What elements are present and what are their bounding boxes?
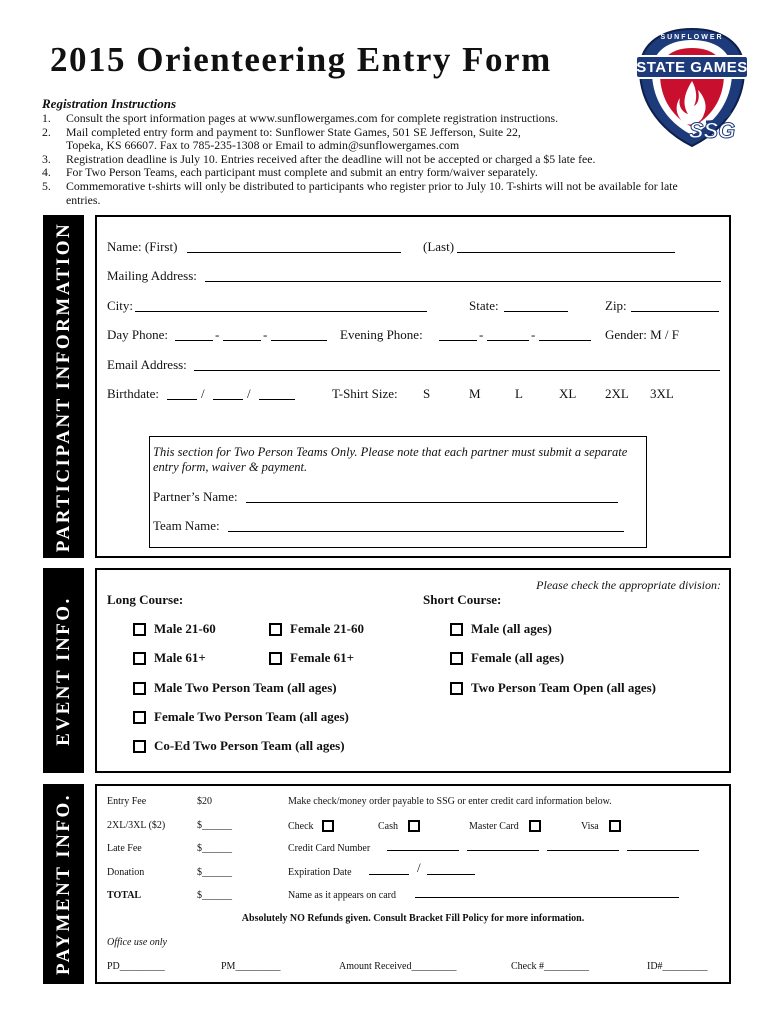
city-label: City:	[107, 298, 134, 313]
instructions-heading: Registration Instructions	[42, 96, 177, 111]
tshirt-size-label: T-Shirt Size:	[332, 386, 398, 401]
day-phone-label: Day Phone:	[107, 327, 169, 342]
donation-amount[interactable]: $______	[197, 867, 232, 878]
option-coed-two-person[interactable]: Co-Ed Two Person Team (all ages)	[133, 738, 345, 754]
option-short-male[interactable]: Male (all ages)	[450, 621, 552, 637]
checkbox-icon[interactable]	[322, 820, 334, 832]
checkbox-icon[interactable]	[133, 623, 146, 636]
late-fee-amount[interactable]: $______	[197, 843, 232, 854]
logo-middle-text: STATE GAMES	[636, 59, 748, 76]
day-phone-area-field[interactable]	[175, 340, 213, 341]
event-sidebar	[43, 568, 84, 773]
method-master-card[interactable]: Master Card	[469, 820, 541, 832]
partner-name-label: Partner’s Name:	[153, 489, 238, 504]
office-use-label: Office use only	[107, 937, 167, 948]
tshirt-size-xl[interactable]: XL	[559, 386, 577, 401]
option-male-21-60[interactable]: Male 21-60	[133, 621, 216, 637]
two-person-team-box	[149, 436, 647, 548]
late-fee-label: Late Fee	[107, 843, 142, 854]
shirt-upcharge-label: 2XL/3XL ($2)	[107, 820, 166, 831]
cc-number-field-4[interactable]	[627, 850, 699, 851]
last-name-label: (Last)	[423, 239, 455, 254]
short-course-label: Short Course:	[423, 592, 502, 607]
email-label: Email Address:	[107, 357, 187, 372]
team-name-field[interactable]	[228, 531, 624, 532]
option-short-female[interactable]: Female (all ages)	[450, 650, 564, 666]
entry-fee-amount: $20	[197, 796, 212, 807]
refund-policy: Absolutely NO Refunds given. Consult Bracket Fill Policy for more information.	[241, 913, 585, 924]
total-amount[interactable]: $______	[197, 890, 232, 901]
instruction-item: 5. Commemorative t-shirts will only be distributed to participants who register prior to July 10. T-shirts will not be available for late	[42, 178, 678, 193]
expiration-year-field[interactable]	[427, 874, 475, 875]
evening-phone-area-field[interactable]	[439, 340, 477, 341]
option-female-21-60[interactable]: Female 21-60	[269, 621, 364, 637]
method-cash[interactable]: Cash	[378, 820, 420, 832]
checkbox-icon[interactable]	[269, 652, 282, 665]
tshirt-size-l[interactable]: L	[515, 386, 523, 401]
mailing-address-field[interactable]	[205, 281, 721, 282]
evening-phone-prefix-field[interactable]	[487, 340, 529, 341]
instruction-item: 4. For Two Person Teams, each participant must complete and submit an entry form/waiver separately.	[42, 165, 538, 180]
office-pm-field: PM_________	[221, 961, 281, 972]
participant-sidebar-label: PARTICIPANT INFORMATION	[52, 221, 74, 552]
instruction-item: 3. Registration deadline is July 10. Entries received after the deadline will not be accepted or charged a $5 late fee.	[42, 151, 596, 166]
checkbox-icon[interactable]	[450, 682, 463, 695]
total-label: TOTAL	[107, 890, 142, 901]
checkbox-icon[interactable]	[133, 652, 146, 665]
day-phone-prefix-field[interactable]	[223, 340, 261, 341]
office-check-field: Check #_________	[511, 961, 590, 972]
last-name-field[interactable]	[457, 252, 675, 253]
birth-day-field[interactable]	[213, 399, 243, 400]
expiration-month-field[interactable]	[369, 874, 409, 875]
expiration-label: Expiration Date	[288, 867, 352, 878]
instruction-item: 1. Consult the sport information pages at www.sunflowergames.com for complete registration instructions.	[42, 111, 559, 125]
birth-month-field[interactable]	[167, 399, 197, 400]
state-label: State:	[469, 298, 499, 313]
participant-sidebar	[43, 215, 84, 558]
cc-number-field-2[interactable]	[467, 850, 539, 851]
option-two-person-open[interactable]: Two Person Team Open (all ages)	[450, 680, 656, 696]
email-field[interactable]	[194, 370, 720, 371]
checkbox-icon[interactable]	[133, 711, 146, 724]
instruction-item-cont: entries.	[66, 192, 101, 207]
option-female-two-person[interactable]: Female Two Person Team (all ages)	[133, 709, 349, 725]
instruction-item-cont: Topeka, KS 66607. Fax to 785-235-1308 or Email to admin@sunflowergames.com	[66, 138, 460, 153]
method-check[interactable]: Check	[288, 820, 334, 832]
entry-fee-label: Entry Fee	[107, 796, 147, 807]
state-field[interactable]	[504, 311, 568, 312]
long-course-label: Long Course:	[107, 592, 184, 607]
checkbox-icon[interactable]	[450, 652, 463, 665]
payment-sidebar	[43, 784, 84, 984]
name-on-card-label: Name as it appears on card	[288, 890, 397, 901]
office-id-field: ID#_________	[647, 961, 708, 972]
team-note: This section for Two Person Teams Only. Please note that each partner must submit a separate entry form, waiver & payment.	[153, 445, 628, 474]
logo-top-text: SUNFLOWER	[660, 34, 724, 41]
participant-section: Name: (First) (Last) Mailing Address: City: State: Zip: Day Phone: - - Evening Phone: - - Gender: M / F Email Address: Birthdate: / / T-Shirt Size: S M L XL 2XL 3XL This section for Two Person Teams Only. Please note that each partner must submit a separate entry form, waiver & payment. Partner’s Name: Team Name:	[95, 215, 731, 558]
payment-section: Entry Fee $20 2XL/3XL ($2) $______ Late Fee $______ Donation $______ TOTAL $______ Make check/money order payable to SSG or enter credit card information below. Check Cash Master Card Visa Credit Card Number Expiration Date / Name as it appears on card Absolutely NO Refunds given. Consult Bracket Fill Policy for more information. Office use only PD_________ PM_________ Amount Received_________ Check #_________ ID#_________	[95, 784, 731, 984]
partner-name-field[interactable]	[246, 502, 618, 503]
first-name-field[interactable]	[187, 252, 401, 253]
method-visa[interactable]: Visa	[581, 820, 621, 832]
division-note: Please check the appropriate division:	[536, 578, 721, 592]
birthdate-label: Birthdate:	[107, 386, 159, 401]
mailing-address-label: Mailing Address:	[107, 268, 197, 283]
zip-field[interactable]	[631, 311, 719, 312]
tshirt-size-s[interactable]: S	[423, 386, 431, 401]
checkbox-icon[interactable]	[133, 682, 146, 695]
first-name-label: Name: (First)	[107, 239, 178, 254]
birth-year-field[interactable]	[259, 399, 295, 400]
donation-label: Donation	[107, 867, 145, 878]
payment-instructions: Make check/money order payable to SSG or enter credit card information below.	[288, 796, 612, 807]
option-female-61[interactable]: Female 61+	[269, 650, 354, 666]
checkbox-icon[interactable]	[450, 623, 463, 636]
page-title: 2015 Orienteering Entry Form	[50, 40, 552, 79]
name-on-card-field[interactable]	[415, 897, 679, 898]
city-field[interactable]	[135, 311, 427, 312]
checkbox-icon[interactable]	[529, 820, 541, 832]
event-sidebar-label: EVENT INFO.	[52, 595, 74, 746]
checkbox-icon[interactable]	[133, 740, 146, 753]
evening-phone-label: Evening Phone:	[340, 327, 423, 342]
shirt-upcharge-amount[interactable]: $______	[197, 820, 232, 831]
payment-sidebar-label: PAYMENT INFO.	[52, 792, 74, 976]
option-male-61[interactable]: Male 61+	[133, 650, 206, 666]
checkbox-icon[interactable]	[269, 623, 282, 636]
tshirt-size-3xl[interactable]: 3XL	[650, 386, 674, 401]
tshirt-size-m[interactable]: M	[469, 386, 481, 401]
gender-label[interactable]: Gender: M / F	[605, 327, 680, 342]
team-name-label: Team Name:	[153, 518, 220, 533]
office-pd-field: PD_________	[107, 961, 165, 972]
event-section	[95, 568, 731, 773]
instructions-list	[42, 112, 732, 207]
option-male-two-person[interactable]: Male Two Person Team (all ages)	[133, 680, 337, 696]
cc-number-field-1[interactable]	[387, 850, 459, 851]
checkbox-icon[interactable]	[609, 820, 621, 832]
instruction-item: 2. Mail completed entry form and payment to: Sunflower State Games, 501 SE Jefferson, Suite 22,	[42, 124, 521, 139]
day-phone-line-field[interactable]	[271, 340, 327, 341]
cc-number-label: Credit Card Number	[288, 843, 371, 854]
cc-number-field-3[interactable]	[547, 850, 619, 851]
checkbox-icon[interactable]	[408, 820, 420, 832]
tshirt-size-2xl[interactable]: 2XL	[605, 386, 629, 401]
evening-phone-line-field[interactable]	[539, 340, 591, 341]
logo-bottom-text: SSG	[688, 118, 736, 143]
office-amount-field: Amount Received_________	[339, 961, 457, 972]
zip-label: Zip:	[605, 298, 627, 313]
